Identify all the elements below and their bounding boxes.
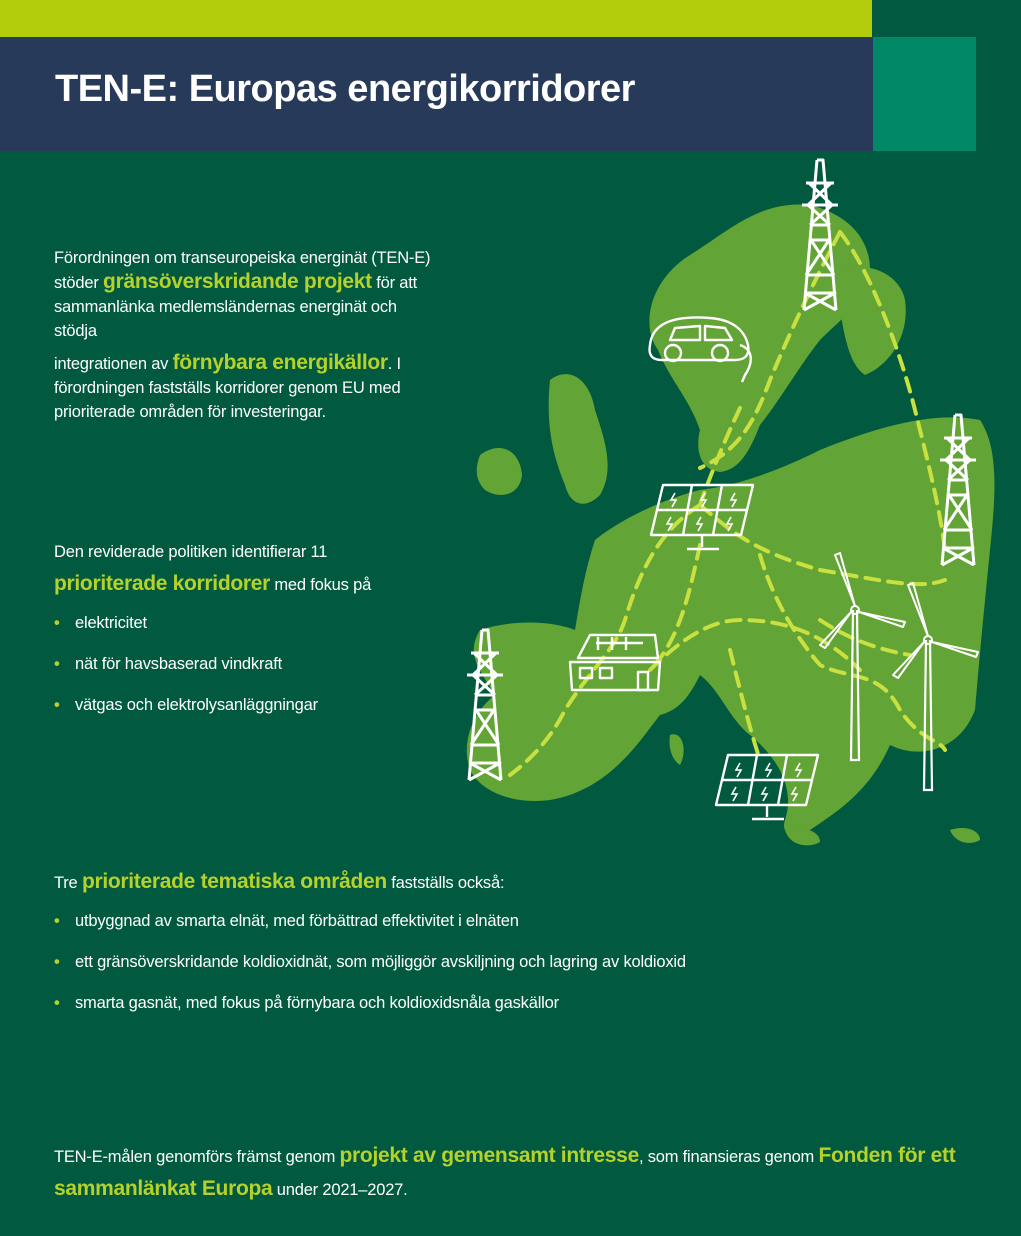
- top-accent-bar: [0, 0, 872, 37]
- corridors-text-2: med fokus på: [270, 576, 372, 594]
- list-item: • vätgas och elektrolysanläggningar: [54, 693, 434, 717]
- list-item: • utbyggnad av smarta elnät, med förbättrad effektivitet i elnäten: [54, 909, 754, 933]
- intro-line-5: stödja: [54, 322, 97, 340]
- list-item: • smarta gasnät, med fokus på förnybara och koldioxidsnåla gaskällor: [54, 991, 754, 1015]
- highlight-renewable-sources: förnybara energikällor: [172, 351, 388, 374]
- europe-energy-map: [400, 150, 1021, 850]
- highlight-priority-corridors: prioriterade korridorer: [54, 572, 270, 595]
- corridors-line-1: Den reviderade politiken identifierar 11: [54, 543, 328, 561]
- header-accent-block: [873, 37, 976, 151]
- page-title: TEN-E: Europas energikorridorer: [55, 68, 635, 110]
- footer-text-1: TEN-E-målen genomförs främst genom: [54, 1148, 340, 1166]
- highlight-cross-border-projects: gränsöverskridande projekt: [103, 270, 372, 293]
- footer-text-2: , som finansieras genom: [638, 1148, 819, 1166]
- list-item: • ett gränsöverskridande koldioxidnät, som möjliggör avskiljning och lagring av koldioxid: [54, 950, 754, 974]
- list-item: • elektricitet: [54, 611, 434, 635]
- intro-text-6: integrationen av: [54, 355, 173, 373]
- intro-line-9: prioriterade områden för investeringar.: [54, 403, 326, 421]
- intro-line-1: Förordningen om transeuropeiska energinät (TEN-E): [54, 249, 431, 267]
- corridors-list: [54, 611, 434, 717]
- highlight-common-interest-projects: projekt av gemensamt intresse: [339, 1144, 639, 1167]
- thematic-text-1: Tre: [54, 874, 82, 892]
- footer-text-3: under 2021–2027.: [272, 1181, 408, 1199]
- intro-text-3: för att: [371, 274, 418, 292]
- thematic-section: [54, 870, 754, 1032]
- intro-line-8: förordningen fastställs korridorer genom EU med: [54, 379, 401, 397]
- intro-line-4: sammanlänka medlemsländernas energinät och: [54, 298, 397, 316]
- intro-text-2: stöder: [54, 274, 104, 292]
- intro-paragraph: [54, 246, 444, 424]
- corridors-section: [54, 540, 434, 734]
- highlight-connecting-europe-facility: Fonden för ett sammanlänkat Europa: [54, 1144, 956, 1200]
- intro-text-7: . I: [387, 355, 401, 373]
- thematic-list: [54, 909, 754, 1015]
- highlight-thematic-areas: prioriterade tematiska områden: [81, 870, 387, 893]
- footer-paragraph: [54, 1140, 984, 1206]
- thematic-text-2: fastställs också:: [386, 874, 505, 892]
- list-item: • nät för havsbaserad vindkraft: [54, 652, 434, 676]
